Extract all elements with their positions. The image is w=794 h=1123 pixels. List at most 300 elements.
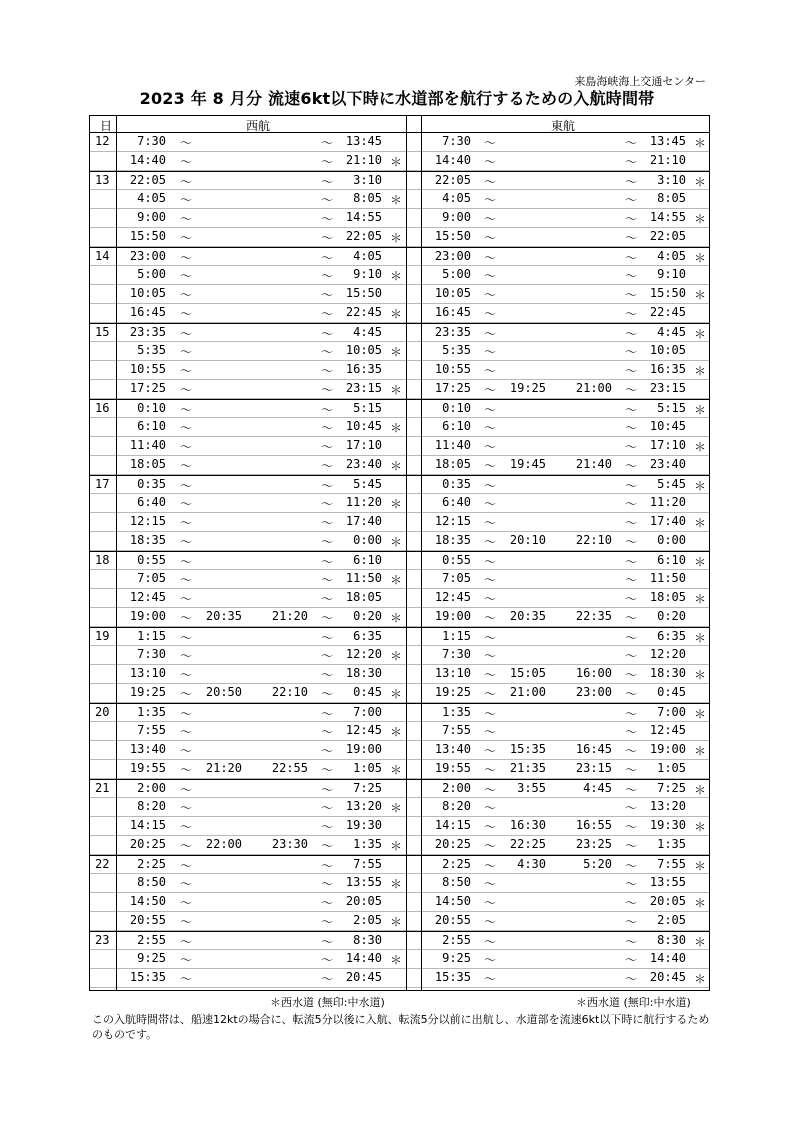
east-range-tilde: ～ [625,744,638,758]
east-end-time: 4:05 [657,249,686,263]
section-divider-right [421,116,422,990]
west-start-time: 18:05 [129,457,166,471]
east-break-end: 22:35 [575,609,612,623]
day-cell: 13 [95,173,110,187]
west-range-tilde: ～ [180,516,193,530]
east-range-tilde: ～ [484,820,497,834]
table-row [90,361,709,380]
east-start-time: 23:00 [434,249,471,263]
west-range-tilde: ～ [180,725,193,739]
header-day: 日 [100,119,113,133]
east-break-end: 16:00 [575,666,612,680]
east-break-end: 22:10 [575,533,612,547]
west-range-tilde: ～ [180,175,193,189]
east-end-time: 17:40 [649,514,686,528]
west-channel-mark: ＊ [390,877,403,891]
east-end-time: 5:15 [657,401,686,415]
west-break-start: 22:00 [205,837,242,851]
west-start-time: 23:00 [129,249,166,263]
west-range-tilde: ～ [321,136,334,150]
east-end-time: 18:30 [649,666,686,680]
west-range-tilde: ～ [321,935,334,949]
west-range-tilde: ～ [180,555,193,569]
east-end-time: 12:45 [649,723,686,737]
table-row [90,646,709,665]
east-start-time: 7:30 [442,134,471,148]
east-range-tilde: ～ [625,421,638,435]
east-break-start: 22:25 [509,837,546,851]
west-range-tilde: ～ [321,383,334,397]
table-row [90,665,709,684]
east-end-time: 18:05 [649,590,686,604]
west-start-time: 0:55 [137,553,166,567]
west-range-tilde: ～ [180,307,193,321]
west-end-time: 19:00 [345,742,382,756]
west-start-time: 1:35 [137,705,166,719]
east-start-time: 7:30 [442,647,471,661]
east-range-tilde: ～ [625,459,638,473]
table-row [90,855,709,874]
east-break-start: 21:00 [509,685,546,699]
east-start-time: 13:10 [434,666,471,680]
west-start-time: 14:15 [129,818,166,832]
west-end-time: 3:10 [353,173,382,187]
west-range-tilde: ～ [321,421,334,435]
east-range-tilde: ～ [625,687,638,701]
east-start-time: 0:55 [442,553,471,567]
table-row [90,456,709,475]
west-range-tilde: ～ [321,820,334,834]
table-row [90,551,709,570]
east-range-tilde: ～ [484,972,497,986]
east-range-tilde: ～ [484,859,497,873]
west-start-time: 19:25 [129,685,166,699]
west-range-tilde: ～ [180,327,193,341]
west-channel-mark: ＊ [390,801,403,815]
day-cell: 23 [95,933,110,947]
table-row [90,969,709,988]
west-start-time: 14:40 [129,153,166,167]
header-westbound: 西航 [246,119,271,133]
day-cell: 19 [95,629,110,643]
west-range-tilde: ～ [180,364,193,378]
table-row [90,722,709,741]
east-channel-mark: ＊ [694,175,707,189]
west-start-time: 8:50 [137,875,166,889]
east-end-time: 11:20 [649,495,686,509]
west-channel-mark: ＊ [390,573,403,587]
east-break-end: 23:00 [575,685,612,699]
east-end-time: 23:40 [649,457,686,471]
west-range-tilde: ～ [321,687,334,701]
east-start-time: 12:15 [434,514,471,528]
west-end-time: 13:20 [345,799,382,813]
west-range-tilde: ～ [321,345,334,359]
east-start-time: 1:15 [442,629,471,643]
west-end-time: 21:10 [345,153,382,167]
table-header [90,116,709,133]
east-break-start: 15:35 [509,742,546,756]
west-start-time: 10:55 [129,362,166,376]
east-start-time: 12:45 [434,590,471,604]
west-break-end: 21:20 [271,609,308,623]
east-start-time: 9:00 [442,210,471,224]
east-start-time: 6:40 [442,495,471,509]
west-end-time: 15:50 [345,286,382,300]
west-range-tilde: ～ [180,269,193,283]
legend-westbound: ＊西水道 (無印:中水道) [270,996,385,1009]
west-end-time: 14:40 [345,951,382,965]
east-end-time: 22:05 [649,229,686,243]
east-end-time: 0:45 [657,685,686,699]
east-range-tilde: ～ [625,896,638,910]
east-start-time: 1:35 [442,705,471,719]
west-end-time: 0:00 [353,533,382,547]
west-start-time: 7:30 [137,647,166,661]
west-range-tilde: ～ [321,459,334,473]
west-channel-mark: ＊ [390,345,403,359]
west-break-start: 21:20 [205,761,242,775]
east-channel-mark: ＊ [694,935,707,949]
west-end-time: 16:35 [345,362,382,376]
east-start-time: 6:10 [442,419,471,433]
west-range-tilde: ～ [321,440,334,454]
west-range-tilde: ～ [321,631,334,645]
east-end-time: 4:45 [657,325,686,339]
east-end-time: 14:40 [649,951,686,965]
east-range-tilde: ～ [484,611,497,625]
east-range-tilde: ～ [484,555,497,569]
west-channel-mark: ＊ [390,839,403,853]
west-channel-mark: ＊ [390,231,403,245]
west-end-time: 6:10 [353,553,382,567]
east-break-end: 23:25 [575,837,612,851]
east-range-tilde: ～ [625,877,638,891]
east-start-time: 14:40 [434,153,471,167]
west-range-tilde: ～ [321,193,334,207]
table-row [90,399,709,418]
east-channel-mark: ＊ [694,972,707,986]
west-break-start: 20:50 [205,685,242,699]
day-cell: 17 [95,477,110,491]
table-row [90,703,709,722]
east-range-tilde: ～ [625,935,638,949]
east-range-tilde: ～ [484,631,497,645]
west-range-tilde: ～ [321,269,334,283]
west-end-time: 0:45 [353,685,382,699]
east-start-time: 18:35 [434,533,471,547]
east-break-end: 5:20 [583,857,612,871]
west-range-tilde: ～ [321,175,334,189]
west-range-tilde: ～ [180,288,193,302]
east-start-time: 8:50 [442,875,471,889]
west-range-tilde: ～ [321,288,334,302]
west-end-time: 14:55 [345,210,382,224]
west-range-tilde: ～ [321,783,334,797]
day-column-divider [116,116,117,990]
east-break-start: 15:05 [509,666,546,680]
table-row [90,608,709,627]
west-range-tilde: ～ [180,421,193,435]
west-range-tilde: ～ [180,497,193,511]
east-range-tilde: ～ [625,859,638,873]
west-start-time: 12:45 [129,590,166,604]
east-range-tilde: ～ [625,403,638,417]
east-end-time: 17:10 [649,438,686,452]
table-row [90,228,709,247]
east-channel-mark: ＊ [694,516,707,530]
east-range-tilde: ～ [484,403,497,417]
east-end-time: 0:20 [657,609,686,623]
west-start-time: 1:15 [137,629,166,643]
east-start-time: 14:50 [434,894,471,908]
east-channel-mark: ＊ [694,783,707,797]
west-end-time: 4:45 [353,325,382,339]
west-range-tilde: ～ [321,611,334,625]
table-row [90,304,709,323]
east-range-tilde: ～ [484,269,497,283]
east-end-time: 7:25 [657,781,686,795]
east-end-time: 19:30 [649,818,686,832]
west-range-tilde: ～ [321,839,334,853]
table-row [90,323,709,342]
east-end-time: 22:45 [649,305,686,319]
east-end-time: 1:35 [657,837,686,851]
west-start-time: 7:05 [137,571,166,585]
east-start-time: 20:25 [434,837,471,851]
west-end-time: 1:05 [353,761,382,775]
east-range-tilde: ～ [484,535,497,549]
table-row [90,589,709,608]
table-row [90,380,709,399]
west-end-time: 18:05 [345,590,382,604]
east-range-tilde: ～ [484,479,497,493]
west-range-tilde: ～ [321,573,334,587]
east-start-time: 7:55 [442,723,471,737]
section-divider-left [406,116,407,990]
east-break-start: 16:30 [509,818,546,832]
table-row [90,760,709,779]
west-range-tilde: ～ [180,896,193,910]
east-range-tilde: ～ [484,345,497,359]
west-range-tilde: ～ [321,668,334,682]
west-range-tilde: ～ [180,631,193,645]
west-start-time: 12:15 [129,514,166,528]
east-range-tilde: ～ [625,327,638,341]
east-end-time: 20:45 [649,970,686,984]
west-start-time: 22:05 [129,173,166,187]
east-range-tilde: ～ [484,327,497,341]
west-start-time: 9:00 [137,210,166,224]
east-range-tilde: ～ [625,763,638,777]
east-start-time: 14:15 [434,818,471,832]
east-end-time: 13:55 [649,875,686,889]
east-start-time: 10:05 [434,286,471,300]
east-end-time: 11:50 [649,571,686,585]
west-range-tilde: ～ [321,725,334,739]
east-end-time: 19:00 [649,742,686,756]
east-end-time: 8:05 [657,191,686,205]
west-range-tilde: ～ [180,345,193,359]
west-range-tilde: ～ [180,573,193,587]
east-channel-mark: ＊ [694,403,707,417]
table-row [90,266,709,285]
west-channel-mark: ＊ [390,725,403,739]
west-end-time: 10:45 [345,419,382,433]
west-start-time: 16:45 [129,305,166,319]
west-break-end: 22:10 [271,685,308,699]
east-range-tilde: ～ [484,155,497,169]
west-end-time: 5:45 [353,477,382,491]
east-end-time: 15:50 [649,286,686,300]
east-range-tilde: ～ [484,649,497,663]
west-start-time: 23:35 [129,325,166,339]
schedule-table [89,115,710,991]
east-break-start: 21:35 [509,761,546,775]
east-channel-mark: ＊ [694,364,707,378]
east-range-tilde: ～ [484,668,497,682]
east-range-tilde: ～ [625,193,638,207]
east-channel-mark: ＊ [694,136,707,150]
table-row [90,513,709,532]
west-channel-mark: ＊ [390,155,403,169]
west-range-tilde: ～ [180,136,193,150]
west-end-time: 23:15 [345,381,382,395]
west-end-time: 8:30 [353,933,382,947]
east-range-tilde: ～ [484,231,497,245]
table-row [90,171,709,190]
west-end-time: 8:05 [353,191,382,205]
west-channel-mark: ＊ [390,307,403,321]
east-range-tilde: ～ [484,459,497,473]
east-range-tilde: ～ [484,592,497,606]
west-start-time: 2:55 [137,933,166,947]
east-start-time: 8:20 [442,799,471,813]
west-start-time: 18:35 [129,533,166,547]
west-start-time: 7:55 [137,723,166,737]
west-end-time: 22:05 [345,229,382,243]
east-range-tilde: ～ [484,497,497,511]
east-break-start: 4:30 [517,857,546,871]
east-end-time: 6:10 [657,553,686,567]
east-end-time: 7:55 [657,857,686,871]
east-channel-mark: ＊ [694,592,707,606]
east-start-time: 4:05 [442,191,471,205]
west-end-time: 23:40 [345,457,382,471]
east-channel-mark: ＊ [694,744,707,758]
east-end-time: 14:55 [649,210,686,224]
west-start-time: 6:10 [137,419,166,433]
day-cell: 14 [95,249,110,263]
east-channel-mark: ＊ [694,631,707,645]
page-title: 2023 年 8 月分 流速6kt以下時に水道部を航行するための入航時間帯 [139,89,655,108]
west-range-tilde: ～ [180,611,193,625]
east-range-tilde: ～ [625,345,638,359]
west-range-tilde: ～ [180,915,193,929]
west-start-time: 5:35 [137,343,166,357]
east-start-time: 18:05 [434,457,471,471]
east-range-tilde: ～ [484,383,497,397]
table-row [90,817,709,836]
east-break-end: 21:00 [575,381,612,395]
west-end-time: 13:55 [345,875,382,889]
west-start-time: 15:35 [129,970,166,984]
east-range-tilde: ～ [625,212,638,226]
table-row [90,532,709,551]
east-range-tilde: ～ [625,155,638,169]
east-range-tilde: ～ [484,136,497,150]
west-range-tilde: ～ [180,972,193,986]
east-end-time: 6:35 [657,629,686,643]
west-break-start: 20:35 [205,609,242,623]
west-break-end: 23:30 [271,837,308,851]
west-end-time: 9:10 [353,267,382,281]
east-break-end: 16:45 [575,742,612,756]
west-channel-mark: ＊ [390,649,403,663]
east-start-time: 13:40 [434,742,471,756]
west-range-tilde: ～ [321,212,334,226]
west-range-tilde: ～ [321,859,334,873]
west-range-tilde: ～ [321,516,334,530]
table-row [90,570,709,589]
west-range-tilde: ～ [180,877,193,891]
east-end-time: 9:10 [657,267,686,281]
west-channel-mark: ＊ [390,953,403,967]
west-range-tilde: ～ [180,592,193,606]
east-range-tilde: ～ [625,231,638,245]
west-range-tilde: ～ [321,479,334,493]
east-range-tilde: ～ [625,611,638,625]
west-range-tilde: ～ [321,592,334,606]
east-end-time: 3:10 [657,173,686,187]
west-range-tilde: ～ [180,820,193,834]
east-end-time: 12:20 [649,647,686,661]
west-range-tilde: ～ [321,497,334,511]
west-end-time: 0:20 [353,609,382,623]
east-start-time: 5:35 [442,343,471,357]
west-channel-mark: ＊ [390,497,403,511]
east-start-time: 11:40 [434,438,471,452]
east-start-time: 16:45 [434,305,471,319]
east-range-tilde: ～ [484,573,497,587]
east-start-time: 10:55 [434,362,471,376]
east-start-time: 19:00 [434,609,471,623]
west-range-tilde: ～ [180,193,193,207]
east-range-tilde: ～ [484,763,497,777]
west-range-tilde: ～ [180,440,193,454]
east-range-tilde: ～ [625,251,638,265]
east-break-end: 23:15 [575,761,612,775]
east-break-end: 16:55 [575,818,612,832]
west-break-end: 22:55 [271,761,308,775]
west-end-time: 7:00 [353,705,382,719]
table-row [90,912,709,931]
west-end-time: 17:10 [345,438,382,452]
west-end-time: 7:55 [353,857,382,871]
table-row [90,133,709,152]
east-range-tilde: ～ [625,383,638,397]
east-range-tilde: ～ [625,631,638,645]
west-channel-mark: ＊ [390,915,403,929]
west-range-tilde: ～ [321,896,334,910]
east-channel-mark: ＊ [694,896,707,910]
east-range-tilde: ～ [625,535,638,549]
table-row [90,741,709,760]
day-cell: 22 [95,857,110,871]
west-range-tilde: ～ [180,859,193,873]
organization-name: 来島海峡海上交通センター [574,75,706,88]
east-start-time: 7:05 [442,571,471,585]
